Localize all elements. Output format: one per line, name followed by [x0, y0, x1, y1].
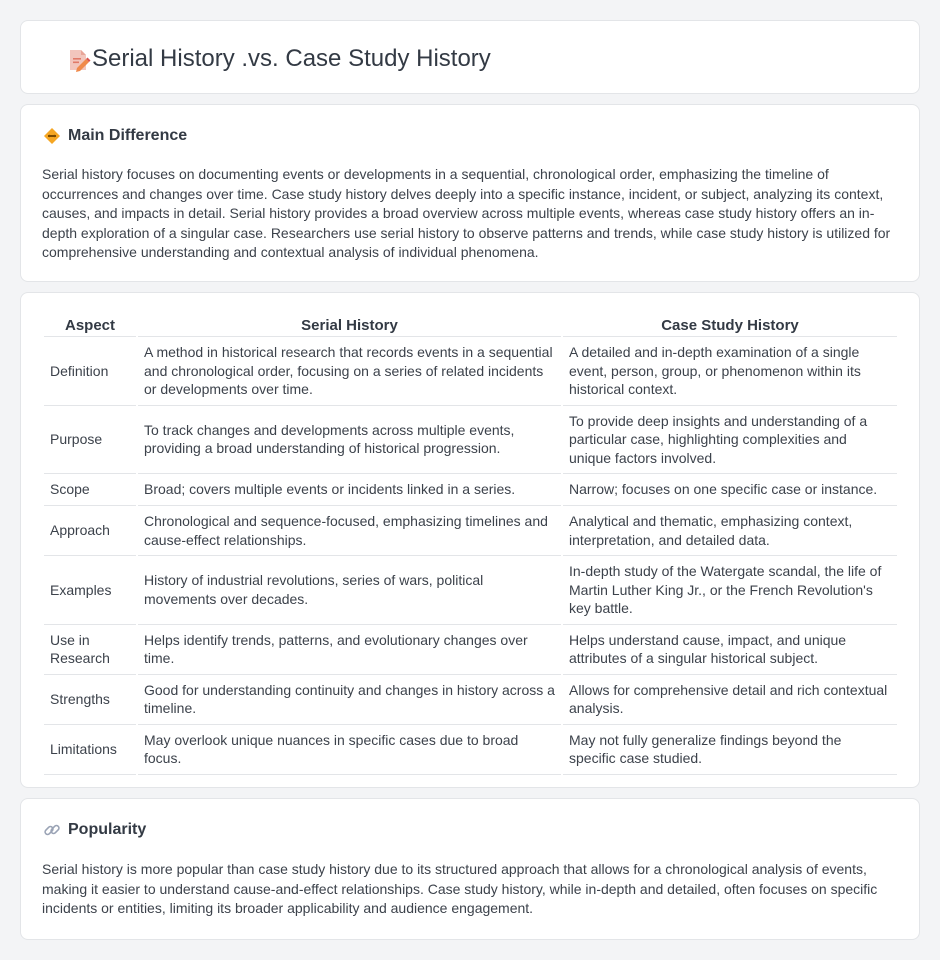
- header-case: Case Study History: [563, 315, 897, 337]
- row-aspect: Use in Research: [44, 625, 136, 675]
- row-case: Helps understand cause, impact, and unique attributes of a singular historical subject.: [563, 625, 897, 675]
- comparison-card: [20, 292, 920, 788]
- link-icon: [43, 821, 61, 839]
- row-serial: Helps identify trends, patterns, and evolutionary changes over time.: [138, 625, 561, 675]
- table-row: [44, 556, 897, 625]
- row-serial: To track changes and developments across multiple events, providing a broad understanding of historical progression.: [138, 406, 561, 475]
- document-pencil-icon: [65, 47, 91, 73]
- main-difference-card: [20, 104, 920, 282]
- table-row: [44, 337, 897, 406]
- header-serial: Serial History: [138, 315, 561, 337]
- row-case: Narrow; focuses on one specific case or instance.: [563, 474, 897, 506]
- row-case: Allows for comprehensive detail and rich contextual analysis.: [563, 675, 897, 725]
- table-row: [44, 725, 897, 775]
- row-aspect: Purpose: [44, 406, 136, 475]
- row-aspect: Scope: [44, 474, 136, 506]
- row-aspect: Definition: [44, 337, 136, 406]
- row-case: A detailed and in-depth examination of a single event, person, group, or phenomenon within its historical context.: [563, 337, 897, 406]
- table-row: [44, 675, 897, 725]
- table-row: [44, 406, 897, 475]
- popularity-card: [20, 798, 920, 940]
- popularity-title: Popularity: [68, 821, 147, 838]
- row-case: Analytical and thematic, emphasizing context, interpretation, and detailed data.: [563, 506, 897, 556]
- row-case: May not fully generalize findings beyond the specific case studied.: [563, 725, 897, 775]
- row-case: In-depth study of the Watergate scandal, the life of Martin Luther King Jr., or the French Revolution's key battle.: [563, 556, 897, 625]
- row-aspect: Approach: [44, 506, 136, 556]
- header-aspect: Aspect: [44, 315, 136, 337]
- row-serial: Broad; covers multiple events or incidents linked in a series.: [138, 474, 561, 506]
- table-row: [44, 625, 897, 675]
- row-serial: Good for understanding continuity and changes in history across a timeline.: [138, 675, 561, 725]
- popularity-heading: [43, 821, 146, 839]
- row-serial: A method in historical research that records events in a sequential and chronological order, focusing on a series of related incidents or developments over time.: [138, 337, 561, 406]
- row-serial: History of industrial revolutions, series of wars, political movements over decades.: [138, 556, 561, 625]
- row-aspect: Examples: [44, 556, 136, 625]
- row-serial: Chronological and sequence-focused, emphasizing timelines and cause-effect relationships.: [138, 506, 561, 556]
- main-difference-text: Serial history focuses on documenting events or developments in a sequential, chronological order, emphasizing the timeline of occurrences and changes over time. Case study history delves deeply into a specific instance, incident, or subject, analyzing its context, causes, and impacts in detail. Serial history provides a broad overview across multiple events, whereas case study history offers an in-depth exploration of a singular case. Researchers use serial history to observe patterns and trends, while case study history is utilized for comprehensive understanding and contextual analysis of individual phenomena.: [42, 166, 891, 260]
- table-row: [44, 474, 897, 506]
- diamond-warning-icon: [43, 127, 61, 145]
- row-aspect: Strengths: [44, 675, 136, 725]
- page-title: Serial History .vs. Case Study History: [92, 45, 491, 72]
- table-row: [44, 506, 897, 556]
- main-difference-heading: [43, 127, 187, 145]
- row-aspect: Limitations: [44, 725, 136, 775]
- header-card: [20, 20, 920, 94]
- row-case: To provide deep insights and understanding of a particular case, highlighting complexities and unique factors involved.: [563, 406, 897, 475]
- table-header-row: [44, 315, 897, 337]
- row-serial: May overlook unique nuances in specific cases due to broad focus.: [138, 725, 561, 775]
- main-difference-title: Main Difference: [68, 127, 188, 144]
- popularity-text: Serial history is more popular than case study history due to its structured approach that allows for a chronological analysis of events, making it easier to understand cause-and-effect relationships. Case study history, while in-depth and detailed, often focuses on specific incidents or entities, limiting its broader applicability and audience engagement.: [42, 861, 878, 916]
- comparison-table: [42, 315, 899, 775]
